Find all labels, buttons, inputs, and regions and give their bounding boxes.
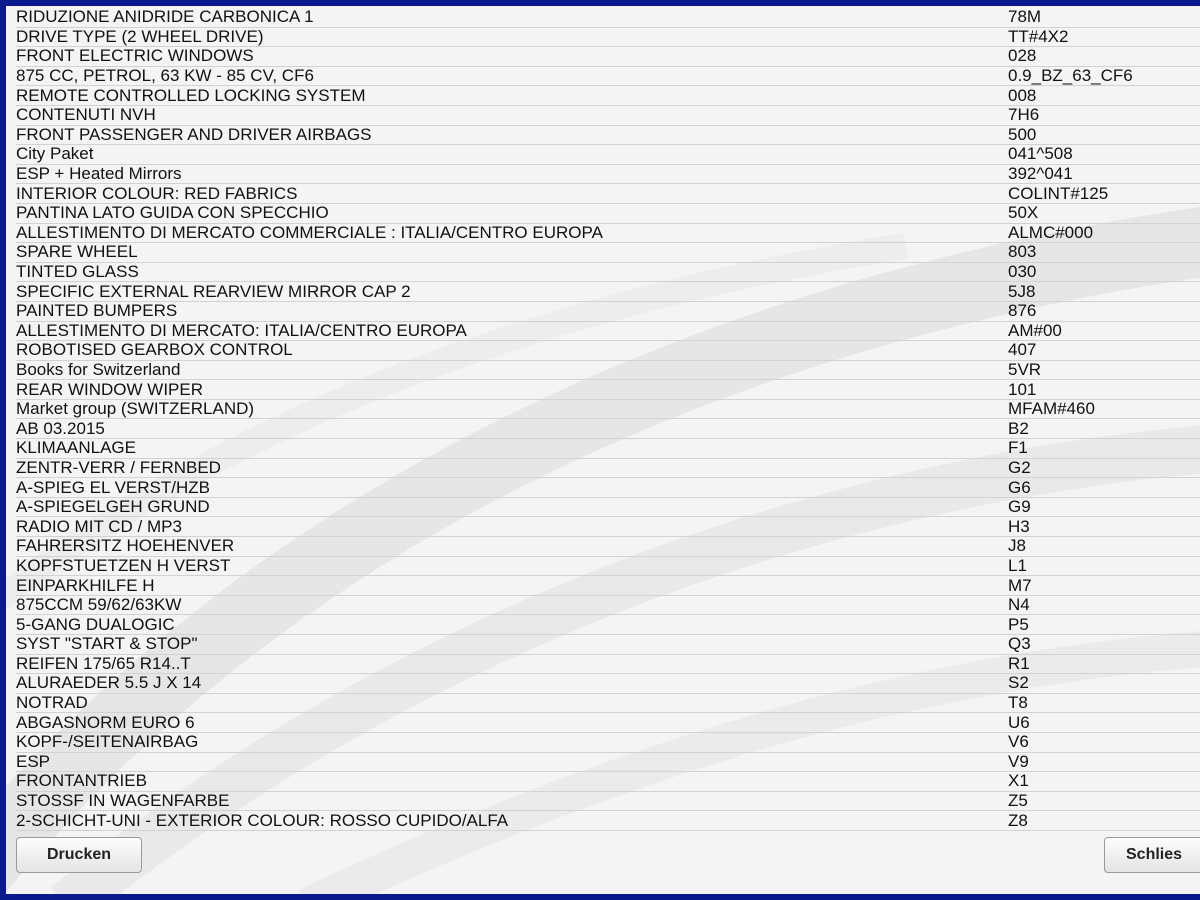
table-row <box>16 145 1200 165</box>
equipment-description: SYST "START & STOP" <box>16 635 1008 655</box>
equipment-code: 392^041 <box>1008 164 1200 184</box>
equipment-description: 5-GANG DUALOGIC <box>16 615 1008 635</box>
table-row <box>16 517 1200 537</box>
equipment-description: RADIO MIT CD / MP3 <box>16 517 1008 537</box>
table-row <box>16 556 1200 576</box>
table-row <box>16 791 1200 811</box>
table-row <box>16 654 1200 674</box>
equipment-code: TT#4X2 <box>1008 27 1200 47</box>
equipment-code: 5J8 <box>1008 282 1200 302</box>
equipment-code: 500 <box>1008 125 1200 145</box>
equipment-description: TINTED GLASS <box>16 262 1008 282</box>
equipment-description: KOPFSTUETZEN H VERST <box>16 556 1008 576</box>
equipment-table-body <box>16 8 1200 830</box>
equipment-description: 2-SCHICHT-UNI - EXTERIOR COLOUR: ROSSO CUPIDO/ALFA <box>16 811 1008 831</box>
equipment-description: REMOTE CONTROLLED LOCKING SYSTEM <box>16 86 1008 106</box>
close-button[interactable]: Schlies <box>1104 837 1200 873</box>
table-row <box>16 458 1200 478</box>
table-row <box>16 262 1200 282</box>
equipment-description: FRONTANTRIEB <box>16 772 1008 792</box>
table-row <box>16 419 1200 439</box>
equipment-description: ESP <box>16 752 1008 772</box>
print-button[interactable]: Drucken <box>16 837 142 873</box>
equipment-code: F1 <box>1008 439 1200 459</box>
equipment-code: X1 <box>1008 772 1200 792</box>
table-row <box>16 772 1200 792</box>
table-row <box>16 282 1200 302</box>
equipment-description: NOTRAD <box>16 693 1008 713</box>
equipment-code: 030 <box>1008 262 1200 282</box>
equipment-description: A-SPIEG EL VERST/HZB <box>16 478 1008 498</box>
equipment-description: CONTENUTI NVH <box>16 105 1008 125</box>
table-row <box>16 615 1200 635</box>
equipment-code: COLINT#125 <box>1008 184 1200 204</box>
equipment-description: AB 03.2015 <box>16 419 1008 439</box>
equipment-description: KLIMAANLAGE <box>16 439 1008 459</box>
equipment-description: DRIVE TYPE (2 WHEEL DRIVE) <box>16 27 1008 47</box>
equipment-code: B2 <box>1008 419 1200 439</box>
table-row <box>16 243 1200 263</box>
equipment-description: 875 CC, PETROL, 63 KW - 85 CV, CF6 <box>16 66 1008 86</box>
equipment-code: V9 <box>1008 752 1200 772</box>
equipment-code: 028 <box>1008 47 1200 67</box>
equipment-description: FAHRERSITZ HOEHENVER <box>16 537 1008 557</box>
equipment-description: ALLESTIMENTO DI MERCATO COMMERCIALE : ITALIA/CENTRO EUROPA <box>16 223 1008 243</box>
equipment-description: ZENTR-VERR / FERNBED <box>16 458 1008 478</box>
equipment-dialog <box>6 6 1200 894</box>
equipment-code: P5 <box>1008 615 1200 635</box>
equipment-description: RIDUZIONE ANIDRIDE CARBONICA 1 <box>16 8 1008 27</box>
equipment-code: L1 <box>1008 556 1200 576</box>
table-row <box>16 321 1200 341</box>
table-row <box>16 752 1200 772</box>
table-row <box>16 674 1200 694</box>
equipment-code: ALMC#000 <box>1008 223 1200 243</box>
equipment-code: 7H6 <box>1008 105 1200 125</box>
equipment-code: 876 <box>1008 301 1200 321</box>
equipment-code: G2 <box>1008 458 1200 478</box>
table-row <box>16 125 1200 145</box>
equipment-description: STOSSF IN WAGENFARBE <box>16 791 1008 811</box>
equipment-description: KOPF-/SEITENAIRBAG <box>16 732 1008 752</box>
equipment-code: 008 <box>1008 86 1200 106</box>
table-row <box>16 66 1200 86</box>
equipment-description: FRONT PASSENGER AND DRIVER AIRBAGS <box>16 125 1008 145</box>
equipment-description: EINPARKHILFE H <box>16 576 1008 596</box>
equipment-description: REIFEN 175/65 R14..T <box>16 654 1008 674</box>
equipment-code: T8 <box>1008 693 1200 713</box>
table-row <box>16 497 1200 517</box>
equipment-code: 50X <box>1008 203 1200 223</box>
table-row <box>16 105 1200 125</box>
table-row <box>16 223 1200 243</box>
table-row <box>16 595 1200 615</box>
equipment-code: S2 <box>1008 674 1200 694</box>
equipment-code: 0.9_BZ_63_CF6 <box>1008 66 1200 86</box>
table-row <box>16 341 1200 361</box>
equipment-code: J8 <box>1008 537 1200 557</box>
table-row <box>16 635 1200 655</box>
equipment-description: ROBOTISED GEARBOX CONTROL <box>16 341 1008 361</box>
equipment-description: ALLESTIMENTO DI MERCATO: ITALIA/CENTRO EUROPA <box>16 321 1008 341</box>
equipment-code: 803 <box>1008 243 1200 263</box>
equipment-description: PAINTED BUMPERS <box>16 301 1008 321</box>
equipment-code: M7 <box>1008 576 1200 596</box>
equipment-description: ESP + Heated Mirrors <box>16 164 1008 184</box>
table-row <box>16 86 1200 106</box>
equipment-description: SPECIFIC EXTERNAL REARVIEW MIRROR CAP 2 <box>16 282 1008 302</box>
table-row <box>16 380 1200 400</box>
table-row <box>16 164 1200 184</box>
equipment-code: MFAM#460 <box>1008 399 1200 419</box>
equipment-code: 101 <box>1008 380 1200 400</box>
equipment-description: REAR WINDOW WIPER <box>16 380 1008 400</box>
equipment-code: Z5 <box>1008 791 1200 811</box>
equipment-code: 78M <box>1008 8 1200 27</box>
table-row <box>16 478 1200 498</box>
equipment-code: Q3 <box>1008 635 1200 655</box>
equipment-code: V6 <box>1008 732 1200 752</box>
equipment-description: ALURAEDER 5.5 J X 14 <box>16 674 1008 694</box>
equipment-code: U6 <box>1008 713 1200 733</box>
equipment-table <box>16 8 1200 831</box>
equipment-code: N4 <box>1008 595 1200 615</box>
equipment-code: H3 <box>1008 517 1200 537</box>
equipment-description: 875CCM 59/62/63KW <box>16 595 1008 615</box>
equipment-code: Z8 <box>1008 811 1200 831</box>
equipment-description: PANTINA LATO GUIDA CON SPECCHIO <box>16 203 1008 223</box>
table-row <box>16 537 1200 557</box>
equipment-code: G9 <box>1008 497 1200 517</box>
table-row <box>16 360 1200 380</box>
equipment-code: AM#00 <box>1008 321 1200 341</box>
table-row <box>16 693 1200 713</box>
equipment-description: Market group (SWITZERLAND) <box>16 399 1008 419</box>
table-row <box>16 203 1200 223</box>
equipment-code: 5VR <box>1008 360 1200 380</box>
equipment-description: City Paket <box>16 145 1008 165</box>
equipment-description: SPARE WHEEL <box>16 243 1008 263</box>
equipment-description: ABGASNORM EURO 6 <box>16 713 1008 733</box>
table-row <box>16 732 1200 752</box>
equipment-code: 041^508 <box>1008 145 1200 165</box>
equipment-code: R1 <box>1008 654 1200 674</box>
equipment-description: FRONT ELECTRIC WINDOWS <box>16 47 1008 67</box>
table-row <box>16 47 1200 67</box>
table-row <box>16 301 1200 321</box>
equipment-description: INTERIOR COLOUR: RED FABRICS <box>16 184 1008 204</box>
table-row <box>16 27 1200 47</box>
equipment-code: 407 <box>1008 341 1200 361</box>
table-row <box>16 399 1200 419</box>
equipment-code: G6 <box>1008 478 1200 498</box>
table-row <box>16 8 1200 27</box>
equipment-description: Books for Switzerland <box>16 360 1008 380</box>
table-row <box>16 713 1200 733</box>
table-row <box>16 811 1200 831</box>
equipment-description: A-SPIEGELGEH GRUND <box>16 497 1008 517</box>
table-row <box>16 439 1200 459</box>
table-row <box>16 576 1200 596</box>
table-row <box>16 184 1200 204</box>
